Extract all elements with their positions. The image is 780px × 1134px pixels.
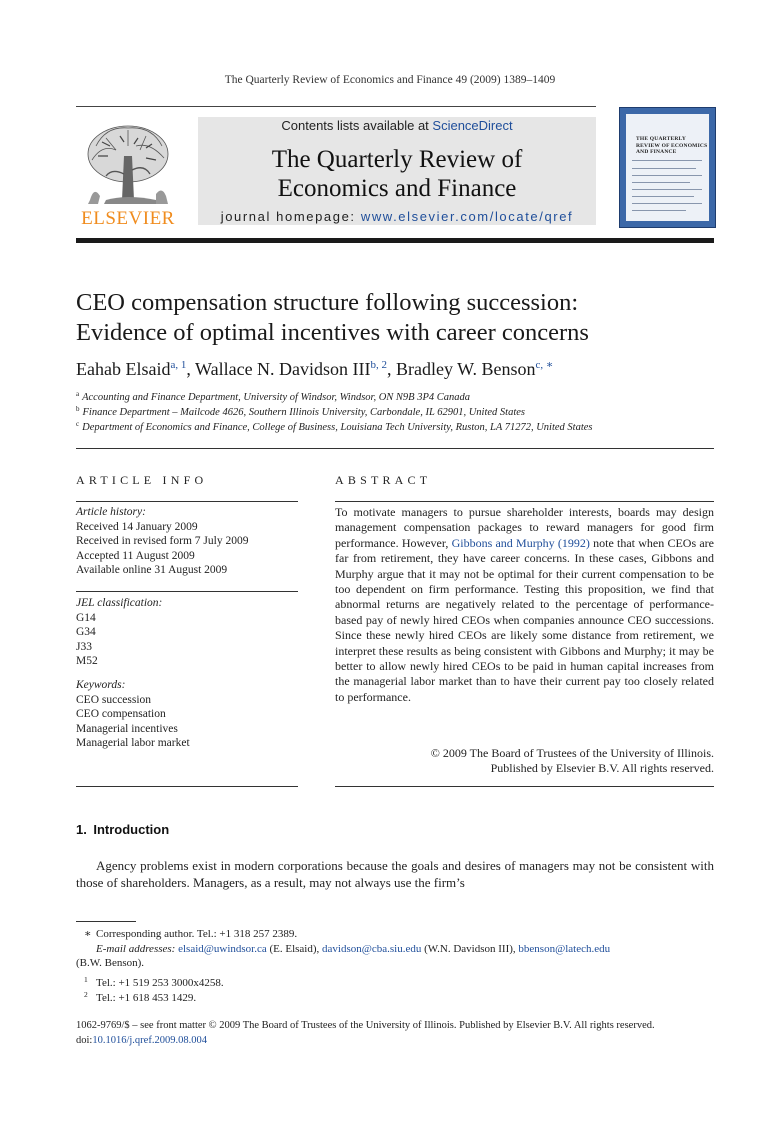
article-info-rule	[76, 786, 298, 787]
masthead-top-rule	[76, 106, 596, 107]
affiliation-mark: b	[76, 405, 80, 413]
affiliation-text: Department of Economics and Finance, College of Business, Louisiana Tech University, Ruston, LA 71272, United States	[82, 422, 593, 433]
author-marks[interactable]: c, ∗	[535, 359, 554, 371]
jel-classification	[76, 596, 298, 669]
keywords	[76, 678, 298, 751]
affiliation-text: Finance Department – Mailcode 4626, Southern Illinois University, Carbondale, IL 62901, United States	[82, 407, 526, 418]
email-owner: (E. Elsaid),	[266, 943, 323, 955]
email-label: E-mail addresses:	[96, 943, 179, 955]
footnote-emails	[76, 942, 716, 970]
logo-wordmark: ELSEVIER	[81, 208, 175, 228]
journal-cover-thumbnail[interactable]	[619, 107, 716, 228]
article-title	[76, 288, 716, 348]
cover-rule	[632, 210, 686, 211]
jel-code: M52	[76, 655, 98, 667]
cover-rule	[632, 168, 696, 169]
history-item: Received in revised form 7 July 2009	[76, 535, 249, 547]
history-heading: Article history:	[76, 506, 146, 518]
jel-heading: JEL classification:	[76, 597, 163, 609]
cover-title: THE QUARTERLY REVIEW OF ECONOMICS AND FINANCE	[636, 136, 708, 155]
footnote-text: Tel.: +1 519 253 3000x4258.	[96, 977, 224, 989]
journal-homepage	[198, 209, 596, 224]
history-item: Available online 31 August 2009	[76, 564, 228, 576]
keyword: Managerial labor market	[76, 737, 190, 749]
abstract-text: note that when CEOs are far from retirement, they have career concerns. In these cases, Gibbons and Murphy argue that it may not be optimal for their current compensation to be too dependent on firm performance. Testing this proposition, we find that abnormal returns are negatively related to the percentage of performance-based pay of newly hired CEOs when companies announce CEO successions. Since these newly hired CEOs are likely some distance from retirement, we interpret these results as being consistent with Gibbons and Murphy; it may be better to allow newly hired CEOs to be paid in human capital increases from the managerial labor market than to have their current pay too closely related to performance.	[335, 535, 714, 704]
email-link[interactable]: davidson@cba.siu.edu	[322, 943, 422, 955]
jel-code: J33	[76, 640, 92, 653]
jel-code: G14	[76, 611, 96, 624]
contents-line	[198, 118, 596, 133]
cover-rule	[632, 203, 702, 204]
article-info-rule	[76, 501, 298, 502]
footnote-text: Tel.: +1 618 453 1429.	[96, 992, 197, 1004]
history-item: Accepted 11 August 2009	[76, 549, 195, 562]
article-history	[76, 505, 298, 578]
title-divider	[76, 448, 714, 449]
author-marks[interactable]: b, 2	[370, 359, 388, 371]
author-separator: ,	[387, 359, 397, 379]
author-name: Eahab Elsaid	[76, 359, 171, 379]
masthead-bottom-rule	[76, 238, 714, 243]
introduction-text: Agency problems exist in modern corporations because the goals and desires of managers may not be consistent with those of shareholders. Managers, as a result, may not always use the firm’s	[76, 858, 714, 890]
abstract-text: To motivate managers to pursue shareholder interests, boards may design management compensation packages to reward managers for good firm performance. However,	[335, 505, 714, 550]
article-info-rule	[76, 591, 298, 592]
author-marks[interactable]: a, 1	[170, 359, 187, 371]
doi-prefix: doi:	[76, 1035, 93, 1046]
homepage-prefix: journal homepage:	[220, 209, 361, 224]
email-owner: (W.N. Davidson III),	[421, 943, 519, 955]
abstract-copyright	[335, 746, 714, 777]
article-title-line-2: Evidence of optimal incentives with career concerns	[76, 319, 589, 346]
cover-rule	[632, 196, 694, 197]
email-link[interactable]: bbenson@latech.edu	[518, 943, 611, 955]
email-link[interactable]: elsaid@uwindsor.ca	[178, 943, 267, 955]
history-item: Received 14 January 2009	[76, 520, 198, 533]
abstract-rule	[335, 786, 714, 787]
abstract-heading: ABSTRACT	[335, 473, 432, 487]
introduction-paragraph	[76, 857, 714, 891]
article-info-heading: ARTICLE INFO	[76, 473, 208, 487]
author-list	[76, 358, 716, 380]
homepage-link[interactable]: www.elsevier.com/locate/qref	[360, 209, 574, 224]
elsevier-logo[interactable]	[76, 116, 180, 228]
affiliation	[76, 420, 716, 433]
section-heading-introduction: 1. Introduction	[76, 822, 170, 837]
footnote-rule	[76, 921, 136, 922]
footnote-mark: 1	[84, 975, 88, 984]
cover-rule	[632, 189, 702, 190]
footnote-mark: ∗	[84, 928, 92, 940]
footnote-text: Corresponding author. Tel.: +1 318 257 2389.	[96, 928, 298, 940]
affiliation	[76, 390, 716, 403]
doi-line	[76, 1033, 726, 1048]
author-name: Bradley W. Benson	[396, 359, 536, 379]
footnote-2	[76, 988, 724, 1005]
cover-rule	[632, 182, 690, 183]
email-owner: (B.W. Benson).	[76, 957, 145, 969]
affiliation	[76, 405, 716, 418]
cover-rule	[632, 160, 702, 161]
keyword: CEO succession	[76, 693, 152, 706]
contents-prefix: Contents lists available at	[281, 118, 433, 133]
footnote-mark: 2	[84, 990, 88, 999]
journal-title	[198, 145, 596, 203]
keywords-heading: Keywords:	[76, 679, 126, 691]
elsevier-tree-icon	[76, 116, 180, 228]
abstract-body	[335, 505, 714, 705]
copyright-line-2: Published by Elsevier B.V. All rights reserved.	[490, 761, 714, 776]
running-head: The Quarterly Review of Economics and Finance 49 (2009) 1389–1409	[224, 74, 556, 86]
affiliation-mark: a	[76, 390, 80, 398]
article-title-line-1: CEO compensation structure following succession:	[76, 289, 579, 316]
sciencedirect-link[interactable]: ScienceDirect	[432, 118, 513, 133]
abstract-rule	[335, 501, 714, 502]
jel-code: G34	[76, 626, 96, 638]
footnote-corresponding	[76, 927, 724, 941]
doi-link[interactable]: 10.1016/j.qref.2009.08.004	[92, 1035, 207, 1046]
author-separator: ,	[186, 359, 196, 379]
copyright-line-1: © 2009 The Board of Trustees of the University of Illinois.	[430, 746, 714, 760]
affiliation-text: Accounting and Finance Department, University of Windsor, Windsor, ON N9B 3P4 Canada	[82, 392, 470, 403]
journal-title-line-1: The Quarterly Review of	[271, 146, 523, 173]
affiliation-mark: c	[76, 420, 80, 428]
keyword: CEO compensation	[76, 708, 166, 720]
citation-link[interactable]: Gibbons and Murphy (1992)	[451, 535, 590, 550]
cover-page	[626, 114, 709, 221]
cover-rule	[632, 175, 702, 176]
author-name: Wallace N. Davidson III	[195, 359, 371, 379]
keyword: Managerial incentives	[76, 722, 178, 735]
journal-title-line-2: Economics and Finance	[277, 175, 517, 202]
issn-line: 1062-9769/$ – see front matter © 2009 The Board of Trustees of the University of Illinois. Published by Elsevier B.V. All rights reserved.	[76, 1020, 655, 1031]
